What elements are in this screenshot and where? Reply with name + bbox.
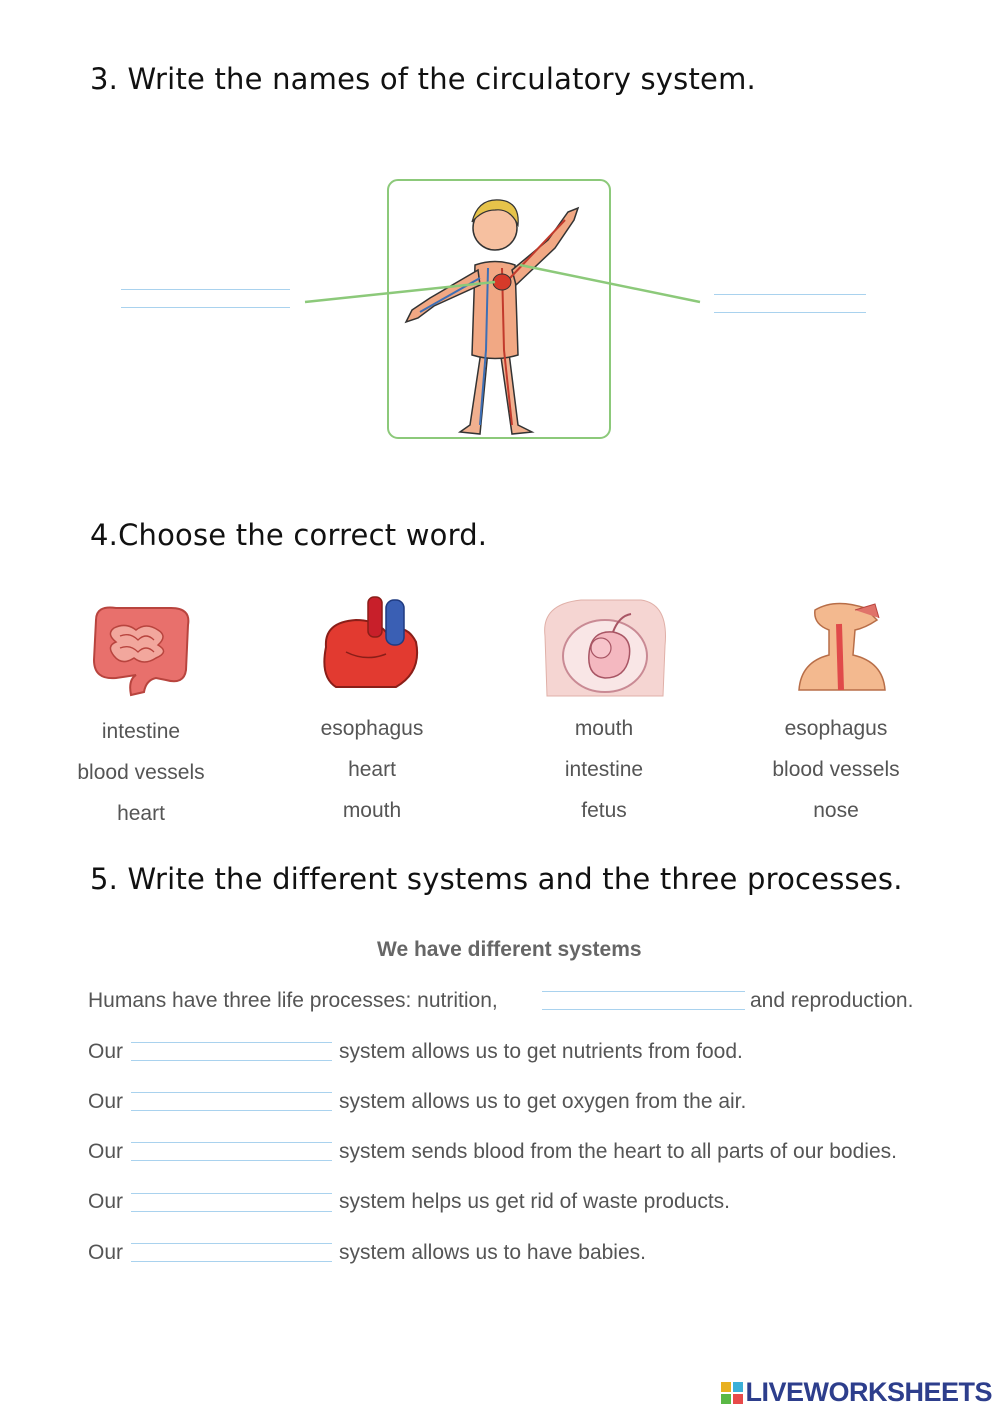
section-4-title: 4.Choose the correct word. xyxy=(90,518,488,552)
option-heart-1[interactable]: heart xyxy=(117,802,165,825)
esophagus-image xyxy=(795,600,887,694)
answer-blank-right[interactable] xyxy=(714,294,866,313)
option-intestine-3[interactable]: intestine xyxy=(564,758,644,781)
option-heart-2[interactable]: heart xyxy=(348,758,396,781)
system-blank-4[interactable] xyxy=(131,1193,332,1212)
sentence-3: system sends blood from the heart to all parts of our bodies. xyxy=(339,1140,897,1163)
option-esophagus-2[interactable]: esophagus xyxy=(320,717,424,740)
sentence-4: system helps us get rid of waste products. xyxy=(339,1190,731,1213)
logo-badge-icon xyxy=(721,1382,743,1404)
our-label-3: Our xyxy=(88,1140,124,1163)
our-label-5: Our xyxy=(88,1241,124,1264)
heart-mark xyxy=(493,274,511,290)
option-nose-4[interactable]: nose xyxy=(813,799,859,822)
heart-image xyxy=(316,592,426,694)
sentence-5: system allows us to have babies. xyxy=(339,1241,646,1264)
process-blank[interactable] xyxy=(542,991,745,1010)
option-blood-vessels-4[interactable]: blood vessels xyxy=(772,758,900,781)
intestine-image xyxy=(86,600,196,700)
sentence-2: system allows us to get oxygen from the air. xyxy=(339,1090,747,1113)
system-blank-3[interactable] xyxy=(131,1142,332,1161)
liveworksheets-logo xyxy=(721,1377,992,1408)
processes-text-before: Humans have three life processes: nutrition, xyxy=(88,989,498,1012)
system-blank-2[interactable] xyxy=(131,1092,332,1111)
option-mouth-3[interactable]: mouth xyxy=(574,717,634,740)
section-3-title: 3. Write the names of the circulatory system. xyxy=(90,62,756,96)
logo-text: LIVEWORKSHEETS xyxy=(745,1377,992,1407)
our-label-4: Our xyxy=(88,1190,124,1213)
option-esophagus-4[interactable]: esophagus xyxy=(784,717,888,740)
section-5-subtitle: We have different systems xyxy=(377,938,642,961)
system-blank-1[interactable] xyxy=(131,1042,332,1061)
our-label-2: Our xyxy=(88,1090,124,1113)
option-mouth-2[interactable]: mouth xyxy=(342,799,402,822)
option-blood-vessels-1[interactable]: blood vessels xyxy=(77,761,205,784)
section-5-title: 5. Write the different systems and the three processes. xyxy=(90,862,903,896)
answer-blank-left[interactable] xyxy=(121,289,290,308)
our-label-1: Our xyxy=(88,1040,124,1063)
processes-text-after: and reproduction. xyxy=(750,989,914,1012)
option-fetus-3[interactable]: fetus xyxy=(581,799,627,822)
fetus-image xyxy=(541,596,669,702)
system-blank-5[interactable] xyxy=(131,1243,332,1262)
sentence-1: system allows us to get nutrients from food. xyxy=(339,1040,743,1063)
option-intestine-1[interactable]: intestine xyxy=(101,720,181,743)
